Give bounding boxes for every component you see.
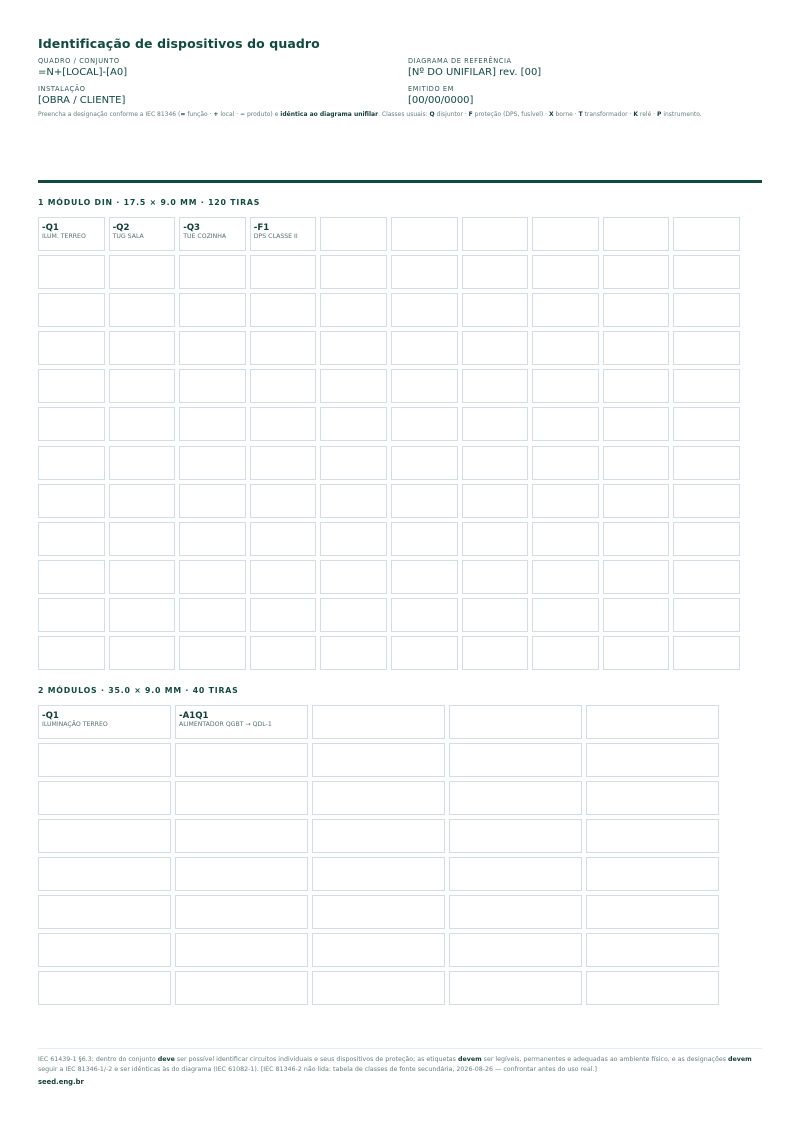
label-cell[interactable] xyxy=(179,369,246,403)
label-cell[interactable] xyxy=(175,705,308,739)
label-cell[interactable] xyxy=(449,933,582,967)
label-cell[interactable] xyxy=(391,560,458,594)
label-cell[interactable] xyxy=(673,446,740,480)
label-cell[interactable] xyxy=(532,407,599,441)
label-grid-1-module xyxy=(38,217,740,670)
label-cell[interactable] xyxy=(250,369,317,403)
label-cell[interactable] xyxy=(179,598,246,632)
label-cell[interactable] xyxy=(38,369,105,403)
label-cell[interactable] xyxy=(109,636,176,670)
device-description: ILUMINAÇÃO TERREO xyxy=(42,721,108,728)
label-cell[interactable] xyxy=(109,598,176,632)
label-cell[interactable] xyxy=(320,331,387,365)
label-cell[interactable] xyxy=(320,293,387,327)
label-cell[interactable] xyxy=(532,598,599,632)
label-cell[interactable] xyxy=(312,895,445,929)
label-cell[interactable] xyxy=(312,933,445,967)
header-divider xyxy=(38,180,762,183)
label-cell[interactable] xyxy=(250,636,317,670)
device-code: -Q1 xyxy=(42,223,59,233)
page-title: Identificação de dispositivos do quadro xyxy=(38,36,320,51)
label-cell[interactable] xyxy=(462,522,529,556)
label-cell[interactable] xyxy=(532,560,599,594)
label-cell[interactable] xyxy=(320,407,387,441)
label-cell[interactable] xyxy=(462,446,529,480)
label-cell[interactable] xyxy=(603,446,670,480)
label-cell[interactable] xyxy=(673,255,740,289)
label-cell[interactable] xyxy=(175,933,308,967)
label-cell[interactable] xyxy=(38,293,105,327)
label-cell[interactable] xyxy=(532,369,599,403)
label-cell[interactable] xyxy=(673,293,740,327)
label-cell[interactable] xyxy=(391,598,458,632)
field-diagrama xyxy=(408,57,762,82)
label-cell[interactable] xyxy=(38,819,171,853)
label-cell[interactable] xyxy=(109,217,176,251)
field-instalacao xyxy=(38,85,408,110)
label-cell[interactable] xyxy=(586,705,719,739)
label-cell[interactable] xyxy=(462,407,529,441)
label-cell[interactable] xyxy=(175,857,308,891)
device-code: -Q3 xyxy=(183,223,201,233)
label-cell[interactable] xyxy=(38,781,171,815)
label-cell[interactable] xyxy=(391,522,458,556)
label-cell[interactable] xyxy=(673,522,740,556)
label-cell[interactable] xyxy=(250,446,317,480)
label-cell[interactable] xyxy=(532,446,599,480)
label-cell[interactable] xyxy=(603,293,670,327)
label-cell[interactable] xyxy=(586,933,719,967)
label-cell[interactable] xyxy=(109,331,176,365)
label-cell[interactable] xyxy=(603,636,670,670)
label-cell[interactable] xyxy=(586,895,719,929)
label-cell[interactable] xyxy=(250,331,317,365)
label-cell[interactable] xyxy=(603,560,670,594)
label-cell[interactable] xyxy=(603,484,670,518)
field-value[interactable]: [OBRA / CLIENTE] xyxy=(38,95,126,106)
label-cell[interactable] xyxy=(462,636,529,670)
label-cell[interactable] xyxy=(391,293,458,327)
label-cell[interactable] xyxy=(532,293,599,327)
label-cell[interactable] xyxy=(250,217,317,251)
label-cell[interactable] xyxy=(391,369,458,403)
label-cell[interactable] xyxy=(109,560,176,594)
label-cell[interactable] xyxy=(532,636,599,670)
label-cell[interactable] xyxy=(38,255,105,289)
label-cell[interactable] xyxy=(38,857,171,891)
label-cell[interactable] xyxy=(38,560,105,594)
label-cell[interactable] xyxy=(532,331,599,365)
label-cell[interactable] xyxy=(109,407,176,441)
page-header xyxy=(38,36,762,119)
field-value[interactable]: [00/00/0000] xyxy=(408,95,474,106)
label-cell[interactable] xyxy=(312,743,445,777)
label-cell[interactable] xyxy=(38,446,105,480)
field-value[interactable]: [Nº DO UNIFILAR] rev. [00] xyxy=(408,67,542,78)
label-cell[interactable] xyxy=(250,407,317,441)
label-cell[interactable] xyxy=(38,933,171,967)
device-description: DPS CLASSE II xyxy=(253,233,298,240)
label-cell[interactable] xyxy=(673,560,740,594)
label-cell[interactable] xyxy=(391,446,458,480)
label-cell[interactable] xyxy=(179,331,246,365)
label-cell[interactable] xyxy=(586,743,719,777)
label-cell[interactable] xyxy=(449,819,582,853)
label-cell[interactable] xyxy=(532,255,599,289)
label-cell[interactable] xyxy=(586,781,719,815)
label-cell[interactable] xyxy=(109,446,176,480)
label-cell[interactable] xyxy=(38,705,171,739)
label-cell[interactable] xyxy=(462,331,529,365)
label-cell[interactable] xyxy=(391,255,458,289)
label-cell[interactable] xyxy=(586,971,719,1005)
section-title-1-module: 1 MÓDULO DIN · 17.5 × 9.0 MM · 120 TIRAS xyxy=(38,198,261,207)
section-title-2-modules: 2 MÓDULOS · 35.0 × 9.0 MM · 40 TIRAS xyxy=(38,686,239,695)
label-cell[interactable] xyxy=(320,255,387,289)
device-description: ILUM. TERREO xyxy=(42,233,86,240)
label-cell[interactable] xyxy=(449,857,582,891)
label-cell[interactable] xyxy=(312,819,445,853)
label-cell[interactable] xyxy=(250,598,317,632)
label-cell[interactable] xyxy=(603,331,670,365)
label-cell[interactable] xyxy=(320,560,387,594)
label-cell[interactable] xyxy=(320,598,387,632)
label-cell[interactable] xyxy=(179,293,246,327)
label-cell[interactable] xyxy=(320,446,387,480)
label-cell[interactable] xyxy=(179,217,246,251)
label-cell[interactable] xyxy=(38,522,105,556)
label-cell[interactable] xyxy=(38,598,105,632)
label-cell[interactable] xyxy=(109,484,176,518)
label-cell[interactable] xyxy=(449,705,582,739)
label-cell[interactable] xyxy=(250,293,317,327)
label-cell[interactable] xyxy=(175,781,308,815)
device-code: -F1 xyxy=(253,223,270,233)
label-cell[interactable] xyxy=(38,407,105,441)
device-description: TUG SALA xyxy=(112,233,144,240)
label-cell[interactable] xyxy=(312,781,445,815)
label-cell[interactable] xyxy=(673,636,740,670)
label-cell[interactable] xyxy=(462,369,529,403)
field-label: QUADRO / CONJUNTO xyxy=(38,57,120,65)
label-cell[interactable] xyxy=(391,484,458,518)
label-cell[interactable] xyxy=(179,446,246,480)
device-description: ALIMENTADOR QGBT → QDL-1 xyxy=(179,721,272,728)
label-cell[interactable] xyxy=(462,255,529,289)
label-cell[interactable] xyxy=(312,857,445,891)
label-cell[interactable] xyxy=(532,484,599,518)
device-description: TUE COZINHA xyxy=(183,233,227,240)
label-cell[interactable] xyxy=(250,522,317,556)
label-cell[interactable] xyxy=(320,522,387,556)
label-cell[interactable] xyxy=(586,819,719,853)
footer-note: IEC 61439-1 §6.3: dentro do conjunto deve ser possível identificar circuitos individuais e seus dispositivos de proteção; as etiquetas devem ser legíveis, permanentes e adequadas ao ambiente físico, e as designações devem seguir a IEC 81346-1/-2 e ser idênticas às do diagrama (IEC 61082-1). [IEC 81346-2 não lida: tabela de classes de fonte secundária, 2026-08-26 — confrontar antes do uso real.] xyxy=(38,1056,752,1073)
label-cell[interactable] xyxy=(391,331,458,365)
label-cell[interactable] xyxy=(603,407,670,441)
label-cell[interactable] xyxy=(179,484,246,518)
label-cell[interactable] xyxy=(532,217,599,251)
label-cell[interactable] xyxy=(38,217,105,251)
label-cell[interactable] xyxy=(462,293,529,327)
label-cell[interactable] xyxy=(391,407,458,441)
field-emitido xyxy=(408,85,762,110)
label-cell[interactable] xyxy=(38,484,105,518)
label-cell[interactable] xyxy=(250,255,317,289)
label-cell[interactable] xyxy=(179,522,246,556)
label-cell[interactable] xyxy=(109,293,176,327)
label-cell[interactable] xyxy=(462,217,529,251)
label-cell[interactable] xyxy=(391,636,458,670)
instructions-text: Preencha a designação conforme a IEC 81346 (= função · + local · − produto) e idêntica ao diagrama unifilar. Classes usuais: Q disjuntor · F proteção (DPS, fusível) · X borne · T transformador · K relé · P instrumento. xyxy=(38,111,702,118)
label-cell[interactable] xyxy=(673,369,740,403)
label-cell[interactable] xyxy=(312,971,445,1005)
label-cell[interactable] xyxy=(38,743,171,777)
label-cell[interactable] xyxy=(673,217,740,251)
label-cell[interactable] xyxy=(38,895,171,929)
label-cell[interactable] xyxy=(449,971,582,1005)
label-cell[interactable] xyxy=(603,598,670,632)
label-cell[interactable] xyxy=(175,971,308,1005)
label-cell[interactable] xyxy=(603,522,670,556)
label-cell[interactable] xyxy=(603,255,670,289)
label-cell[interactable] xyxy=(586,857,719,891)
label-cell[interactable] xyxy=(532,522,599,556)
label-cell[interactable] xyxy=(320,636,387,670)
label-cell[interactable] xyxy=(320,369,387,403)
label-cell[interactable] xyxy=(462,560,529,594)
label-cell[interactable] xyxy=(250,484,317,518)
label-cell[interactable] xyxy=(175,895,308,929)
device-code: -Q1 xyxy=(42,711,59,721)
label-cell[interactable] xyxy=(38,971,171,1005)
label-cell[interactable] xyxy=(673,331,740,365)
label-cell[interactable] xyxy=(449,781,582,815)
label-cell[interactable] xyxy=(109,255,176,289)
device-code: -A1Q1 xyxy=(179,711,209,721)
label-cell[interactable] xyxy=(109,522,176,556)
label-cell[interactable] xyxy=(320,217,387,251)
field-value[interactable]: =N+[LOCAL]-[A0] xyxy=(38,67,128,78)
label-cell[interactable] xyxy=(449,743,582,777)
label-cell[interactable] xyxy=(38,636,105,670)
label-cell[interactable] xyxy=(603,217,670,251)
meta-fields xyxy=(38,57,762,110)
label-cell[interactable] xyxy=(462,598,529,632)
field-label: INSTALAÇÃO xyxy=(38,85,86,93)
label-cell[interactable] xyxy=(673,598,740,632)
label-cell[interactable] xyxy=(175,819,308,853)
label-cell[interactable] xyxy=(179,560,246,594)
label-cell[interactable] xyxy=(38,331,105,365)
label-cell[interactable] xyxy=(449,895,582,929)
label-cell[interactable] xyxy=(175,743,308,777)
footer-link[interactable]: seed.eng.br xyxy=(38,1078,84,1086)
field-label: DIAGRAMA DE REFERÊNCIA xyxy=(408,57,512,65)
footer xyxy=(38,1048,762,1086)
label-cell[interactable] xyxy=(250,560,317,594)
device-code: -Q2 xyxy=(112,223,130,233)
label-cell[interactable] xyxy=(312,705,445,739)
field-label: EMITIDO EM xyxy=(408,85,454,93)
label-cell[interactable] xyxy=(320,484,387,518)
label-cell[interactable] xyxy=(109,369,176,403)
field-quadro xyxy=(38,57,408,82)
label-cell[interactable] xyxy=(179,255,246,289)
label-cell[interactable] xyxy=(673,407,740,441)
label-cell[interactable] xyxy=(179,636,246,670)
label-cell[interactable] xyxy=(179,407,246,441)
label-cell[interactable] xyxy=(462,484,529,518)
label-grid-2-modules xyxy=(38,705,719,1005)
label-cell[interactable] xyxy=(673,484,740,518)
label-cell[interactable] xyxy=(603,369,670,403)
label-cell[interactable] xyxy=(391,217,458,251)
